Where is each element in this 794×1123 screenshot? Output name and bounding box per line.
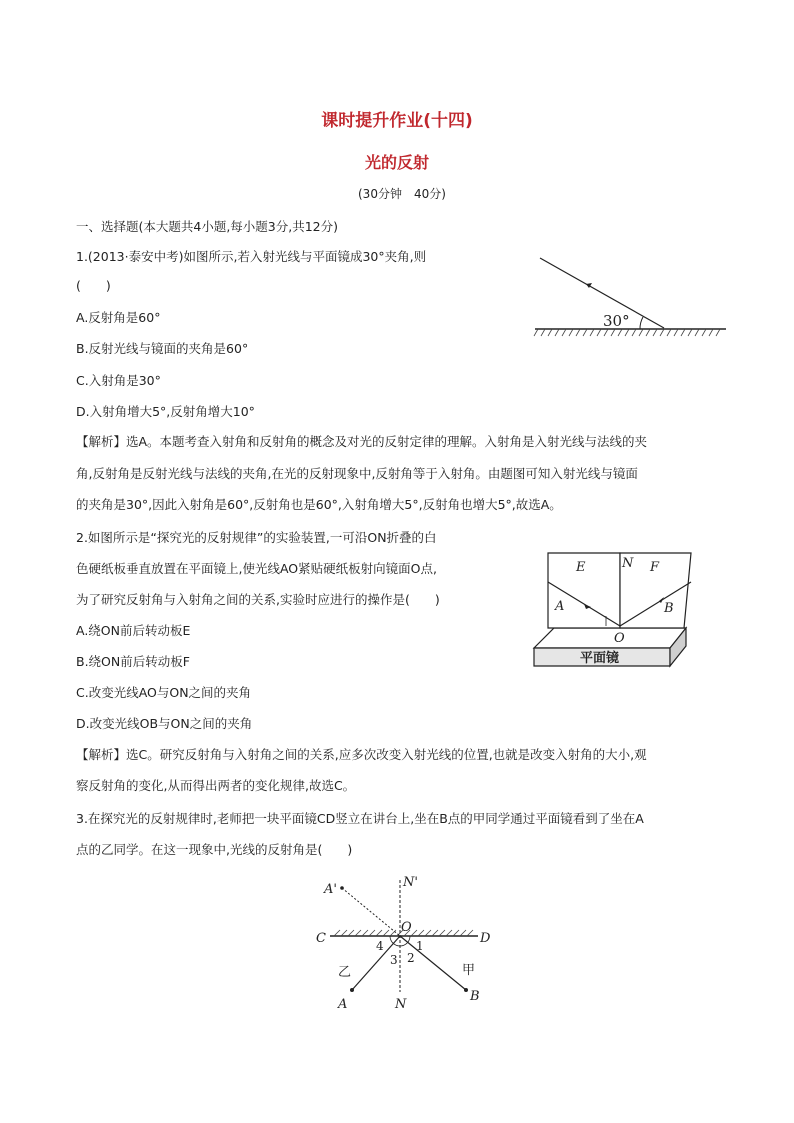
label-n: N: [622, 556, 634, 571]
q3-mirror-figure: [310, 870, 510, 1015]
q3-stem-line2: 点的乙同学。在这一现象中,光线的反射角是( ): [76, 842, 353, 857]
q1-option-a: A.反射角是60°: [76, 310, 161, 325]
point-a-prime: [340, 886, 344, 890]
label-angle-1: 1: [416, 939, 424, 953]
angle-label: 30°: [603, 312, 630, 330]
q1-option-c: C.入射角是30°: [76, 373, 161, 388]
label-f: F: [650, 560, 660, 575]
label-angle-2: 2: [407, 951, 415, 965]
q2-stem-line3: 为了研究反射角与入射角之间的关系,实验时应进行的操作是( ): [76, 592, 440, 607]
q2-option-d: D.改变光线OB与ON之间的夹角: [76, 716, 253, 731]
page-subtitle: 光的反射: [364, 153, 429, 172]
mirror-plate: [534, 628, 686, 648]
q1-stem: 1.(2013·泰安中考)如图所示,若入射光线与平面镜成30°夹角,则: [76, 249, 427, 264]
q1-analysis-line2: 角,反射角是反射光线与法线的夹角,在光的反射现象中,反射角等于入射角。由题图可知入射光线与镜面: [76, 466, 638, 481]
q1-bracket: ( ): [76, 278, 111, 293]
angle-arc: [640, 317, 643, 329]
page-title: 课时提升作业(十四): [321, 111, 473, 131]
label-o: O: [401, 920, 412, 935]
label-n-prime: N': [403, 875, 418, 890]
label-jia: 甲: [462, 963, 476, 978]
q1-analysis-line3: 的夹角是30°,因此入射角是60°,反射角也是60°,入射角增大5°,反射角也增大5°,故选A。: [76, 497, 562, 512]
q1-option-d: D.入射角增大5°,反射角增大10°: [76, 404, 255, 419]
label-n: N: [395, 997, 407, 1012]
label-c: C: [316, 931, 326, 946]
section-heading: 一、选择题(本大题共4小题,每小题3分,共12分): [76, 219, 339, 234]
label-b: B: [470, 989, 480, 1004]
q2-option-b: B.绕ON前后转动板F: [76, 654, 190, 669]
label-angle-3: 3: [390, 953, 398, 967]
q2-stem-line2: 色硬纸板垂直放置在平面镜上,使光线AO紧贴硬纸板射向镜面O点,: [76, 561, 437, 576]
label-d: D: [480, 931, 491, 946]
q2-stem-line1: 2.如图所示是“探究光的反射规律”的实验装置,一可沿ON折叠的白: [76, 530, 437, 545]
q2-analysis-line1: 【解析】选C。研究反射角与入射角之间的关系,应多次改变入射光线的位置,也就是改变入射角的大小,观: [76, 747, 647, 762]
point-a: [350, 988, 354, 992]
q2-analysis-line2: 察反射角的变化,从而得出两者的变化规律,故选C。: [76, 778, 356, 793]
virtual-ray: [342, 888, 400, 936]
q1-option-b: B.反射光线与镜面的夹角是60°: [76, 341, 249, 356]
label-a: A: [338, 997, 348, 1012]
label-e: E: [576, 560, 586, 575]
label-angle-4: 4: [376, 939, 384, 953]
mirror-hatching: [534, 329, 720, 336]
label-yi: 乙: [338, 965, 352, 980]
q1-mirror-figure: [530, 250, 730, 340]
time-score: (30分钟 40分): [358, 187, 446, 201]
q3-stem-line1: 3.在探究光的反射规律时,老师把一块平面镜CD竖立在讲台上,坐在B点的甲同学通过平面镜看到了坐在A: [76, 811, 644, 826]
q1-analysis-line1: 【解析】选A。本题考查入射角和反射角的概念及对光的反射定律的理解。入射角是入射光线与法线的夹: [76, 434, 648, 449]
label-a-prime: A': [324, 882, 337, 897]
q2-option-a: A.绕ON前后转动板E: [76, 623, 191, 638]
label-o: O: [614, 631, 625, 646]
label-b: B: [664, 601, 674, 616]
label-mirror: 平面镜: [580, 651, 620, 666]
label-a: A: [555, 599, 565, 614]
q2-board-figure: [528, 548, 708, 673]
q2-option-c: C.改变光线AO与ON之间的夹角: [76, 685, 252, 700]
point-b: [464, 988, 468, 992]
incident-ray: [540, 258, 664, 328]
